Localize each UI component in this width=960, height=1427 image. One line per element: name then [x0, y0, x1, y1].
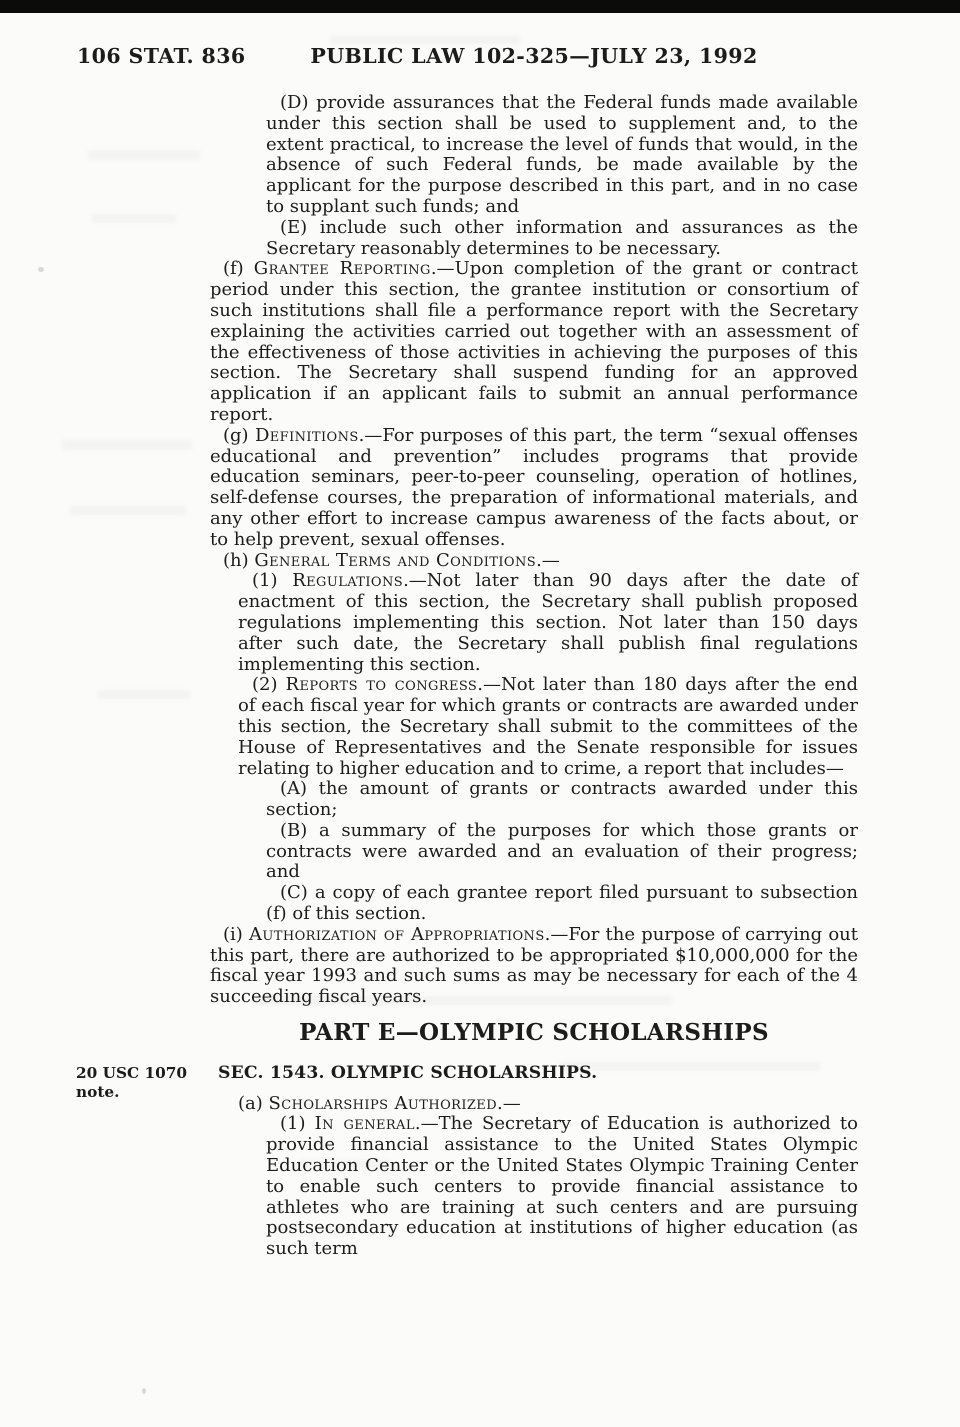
paragraph-separator: .— — [414, 1113, 439, 1135]
paragraph-group-top — [210, 93, 858, 1008]
part-heading: PART E—OLYMPIC SCHOLARSHIPS — [299, 1019, 769, 1047]
paragraph-text: Upon completion of the grant or contract period under this section, the grantee institution or consortium of such institutions shall file a performance report with the Secretary explaining the activities carried out together with an assessment of the effectiveness of those activities in achieving the purposes of this section. The Secretary shall suspend funding for an approved application if an applicant fails to submit an annual performance report. — [210, 258, 858, 425]
scan-speck — [38, 267, 44, 272]
paragraph-text: The Secretary of Education is authorized to provide financial assistance to the United States Olympic Education Center or the United States Olympic Training Center to enable such centers to provide financial assistance to athletes who are training at such centers and are pursuing postsecondary education at institutions of higher education (as such term — [266, 1113, 858, 1260]
scan-speck — [142, 1388, 146, 1394]
bleed-through-artifact — [70, 506, 186, 515]
bleed-through-artifact — [88, 150, 200, 160]
statute-paragraph — [210, 551, 858, 572]
paragraph-designator: (B) — [280, 819, 319, 841]
bleed-through-artifact — [330, 36, 520, 44]
paragraph-designator: (1) — [252, 570, 293, 592]
paragraph-designator: (C) — [280, 882, 315, 904]
margin-note-line: 20 USC 1070 — [76, 1063, 188, 1082]
margin-note — [76, 1064, 204, 1102]
stat-citation: 106 STAT. 836 — [77, 44, 246, 68]
paragraph-designator: (h) — [223, 549, 255, 571]
paragraph-text: For purposes of this part, the term “sexual offenses educational and prevention” includes programs that provide education seminars, peer-to-peer counseling, operation of hotlines, self-defense courses, the preparation of informational materials, and any other effort to increase campus awareness of the facts about, or to help prevent, sexual offenses. — [210, 424, 858, 550]
margin-note-line: note. — [76, 1082, 120, 1101]
document-body — [76, 92, 859, 1260]
paragraph-lead-in: Regulations — [292, 570, 404, 592]
page-top-edge-bar — [0, 0, 960, 13]
paragraph-lead-in: Definitions — [254, 424, 359, 446]
paragraph-lead-in: Authorization of Appropriations — [249, 923, 545, 945]
paragraph-designator: (a) — [238, 1092, 269, 1114]
paragraph-designator: (g) — [223, 424, 255, 446]
paragraph-designator: (A) — [280, 778, 319, 800]
statute-paragraph — [210, 925, 858, 1008]
paragraph-text: For the purpose of carrying out this part, there are authorized to be appropriated $10,000,000 for the fiscal year 1993 and such sums as may be necessary for each of the 4 succeeding fiscal years. — [210, 923, 858, 1008]
law-title: PUBLIC LAW 102-325—JULY 23, 1992 — [310, 44, 758, 68]
statute-paragraph — [210, 426, 858, 551]
statute-paragraph — [266, 779, 858, 821]
paragraph-designator: (i) — [223, 923, 250, 945]
paragraph-separator: .— — [536, 549, 560, 571]
statute-paragraph — [238, 571, 858, 675]
section-heading: SEC. 1543. OLYMPIC SCHOLARSHIPS. — [218, 1062, 598, 1083]
paragraph-text: include such other information and assurances as the Secretary reasonably determines to be necessary. — [266, 216, 858, 259]
page-header — [0, 44, 960, 70]
paragraph-separator: .— — [544, 923, 569, 945]
paragraph-separator: .— — [403, 570, 427, 592]
paragraph-separator: .— — [477, 674, 501, 696]
paragraph-text: Not later than 90 days after the date of enactment of this section, the Secretary shall publish proposed regulations implementing this section. Not later than 150 days after such date, the Secretary shall publish final regulations implementing this section. — [238, 570, 859, 675]
statute-paragraph — [210, 259, 858, 425]
bleed-through-artifact — [92, 214, 176, 223]
paragraph-text: a copy of each grantee report filed pursuant to subsection (f) of this section. — [266, 882, 858, 925]
paragraph-designator: (D) — [280, 92, 317, 113]
statute-paragraph — [266, 93, 858, 218]
statute-paragraph — [266, 883, 858, 925]
paragraph-separator: .— — [430, 258, 455, 280]
paragraph-designator: (f) — [223, 258, 254, 280]
paragraph-designator: (1) — [280, 1113, 315, 1135]
statute-paragraph — [238, 675, 858, 779]
paragraph-separator: .— — [358, 424, 383, 446]
paragraph-separator: .— — [497, 1092, 521, 1114]
paragraph-group-bottom — [210, 1094, 858, 1260]
paragraph-lead-in: Reports to congress — [285, 674, 478, 696]
statute-paragraph — [266, 1114, 858, 1260]
paragraph-designator: (E) — [280, 216, 320, 238]
paragraph-designator: (2) — [252, 674, 286, 696]
statute-paragraph — [266, 821, 858, 883]
statute-paragraph — [266, 218, 858, 260]
section-heading-row — [76, 1062, 858, 1101]
paragraph-text: Not later than 180 days after the end of each fiscal year for which grants or contracts are awarded under this section, the Secretary shall submit to the committees of the House of Representatives and the Senate responsible for issues relating to higher education and to crime, a report that includes— — [238, 674, 859, 779]
paragraph-text: a summary of the purposes for which those grants or contracts were awarded and an evaluation of their progress; and — [266, 819, 858, 883]
paragraph-lead-in: General Terms and Conditions — [254, 549, 537, 571]
statute-paragraph — [238, 1094, 858, 1115]
paragraph-lead-in: Grantee Reporting — [253, 258, 431, 280]
paragraph-lead-in: In general — [314, 1113, 415, 1135]
bleed-through-artifact — [62, 440, 192, 450]
bleed-through-artifact — [98, 690, 190, 699]
paragraph-text: provide assurances that the Federal funds made available under this section shall be used to supplement and, to the extent practical, to increase the level of funds that would, in the absence of such Federal funds, be made available by the applicant for the purpose described in this part, and in no case to supplant such funds; and — [266, 92, 858, 217]
paragraph-lead-in: Scholarships Authorized — [268, 1092, 498, 1114]
paragraph-text: the amount of grants or contracts awarded under this section; — [266, 778, 859, 821]
